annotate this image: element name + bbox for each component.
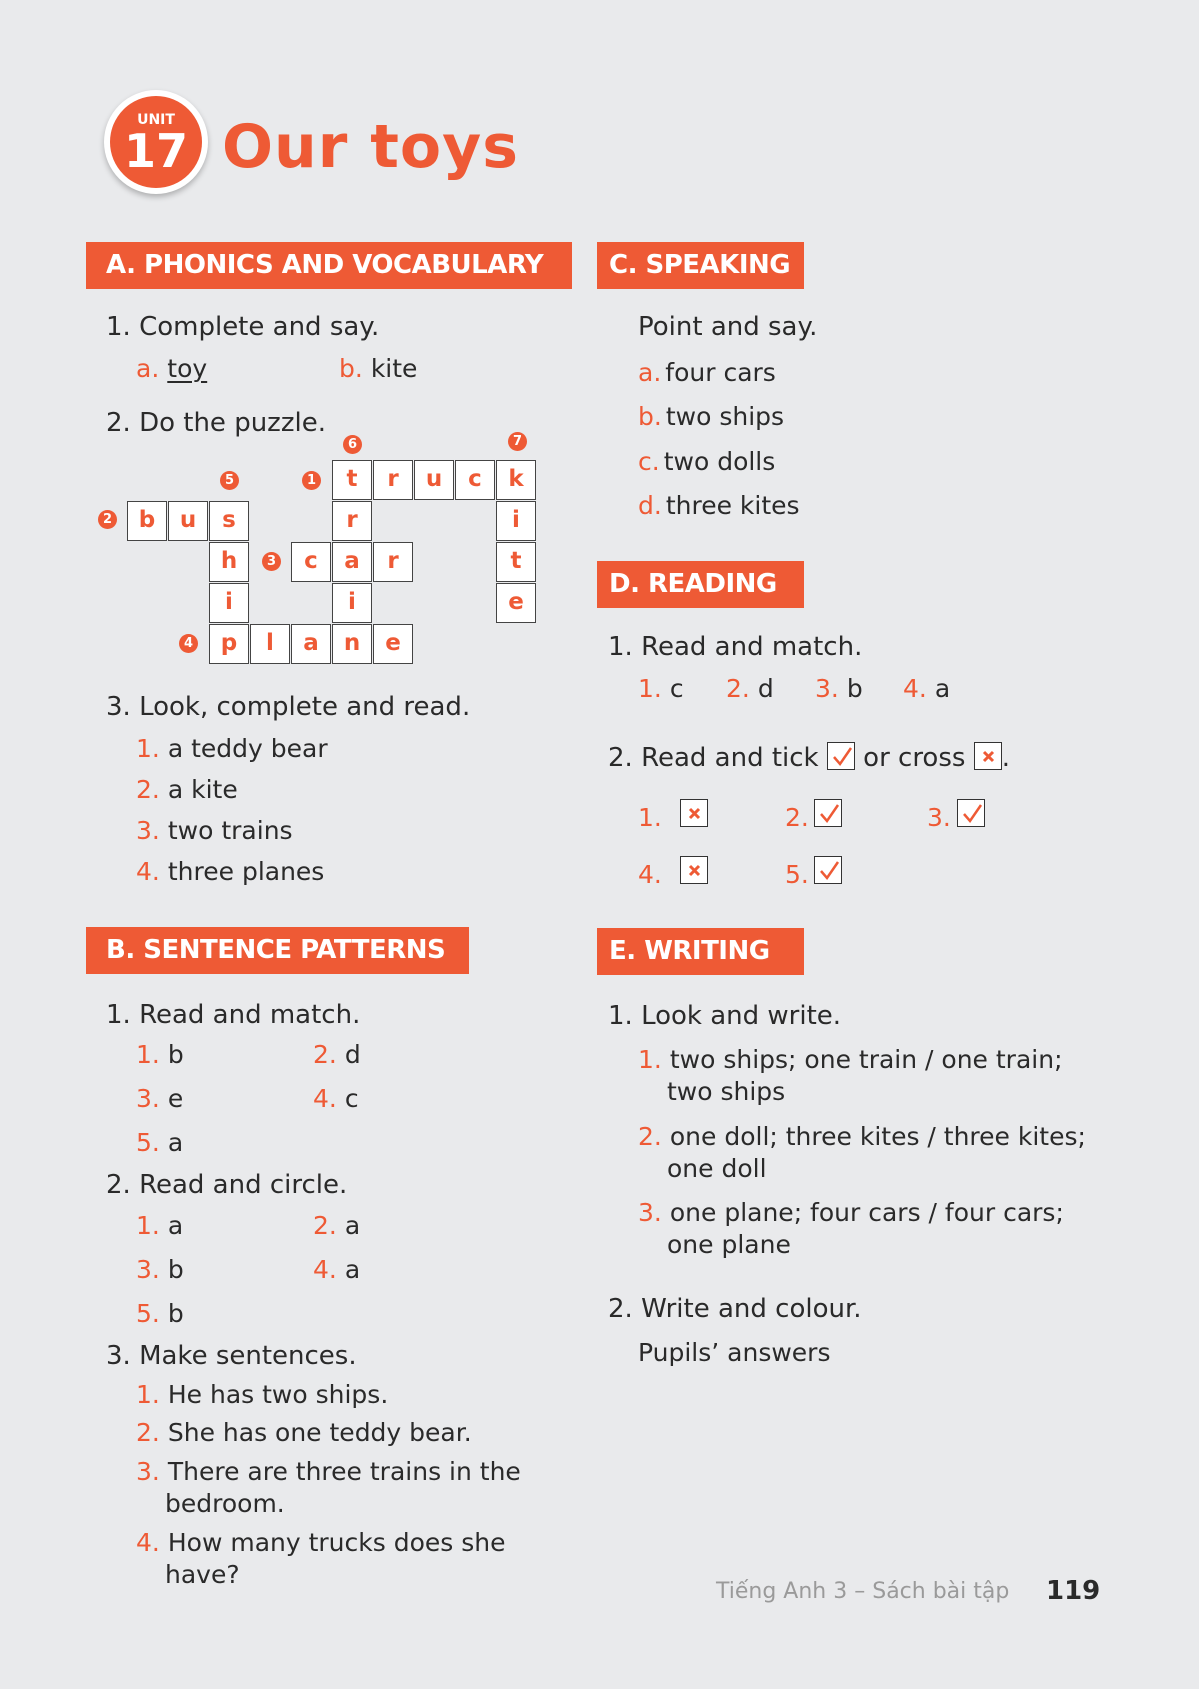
- list-item: [638, 1122, 1086, 1151]
- crossword-cell: t: [496, 542, 536, 582]
- item-text: b: [167, 1040, 184, 1069]
- a-q1-b-val: kite: [370, 354, 418, 383]
- section-b-header: B. SENTENCE PATTERNS: [86, 927, 469, 974]
- item-text: There are three trains in the: [167, 1457, 521, 1486]
- list-item: [136, 1128, 183, 1157]
- list-item-continuation: one plane: [667, 1230, 791, 1259]
- item-number: 1.: [638, 674, 662, 703]
- d-q2-title-c: .: [1001, 743, 1010, 773]
- item-number: 1.: [136, 734, 160, 763]
- list-item-continuation: one doll: [667, 1154, 767, 1183]
- crossword-cell: t: [332, 460, 372, 500]
- item-number: 2.: [136, 775, 160, 804]
- crossword-cell: a: [332, 542, 372, 582]
- item-text: b: [846, 674, 863, 703]
- item-number: 3.: [136, 1084, 160, 1113]
- a-q1-a-num: a.: [136, 354, 160, 383]
- clue-number: 5: [220, 471, 239, 490]
- section-c-header: C. SPEAKING: [597, 242, 804, 289]
- a-q3-title: 3. Look, complete and read.: [106, 692, 471, 722]
- list-item: [136, 1457, 521, 1486]
- tick-item: [927, 803, 959, 832]
- item-text: two ships; one train / one train;: [669, 1045, 1063, 1074]
- section-a-header: A. PHONICS AND VOCABULARY: [86, 242, 572, 289]
- crossword-cell: i: [209, 583, 249, 623]
- tick-box-icon: [827, 742, 855, 770]
- item-number: 3.: [815, 674, 839, 703]
- item-text: one plane; four cars / four cars;: [669, 1198, 1064, 1227]
- item-text: a: [167, 1128, 184, 1157]
- item-number: 1.: [638, 1045, 662, 1074]
- clue-number: 3: [262, 552, 281, 571]
- item-number: 2.: [638, 1122, 662, 1151]
- item-number: c.: [638, 447, 660, 476]
- crossword-cell: l: [250, 624, 290, 664]
- item-number: 5.: [785, 860, 809, 889]
- list-item: [313, 1040, 361, 1069]
- cross-box-icon: [974, 742, 1002, 770]
- list-item: [903, 674, 950, 703]
- item-number: 1.: [638, 803, 662, 832]
- item-text: b: [167, 1299, 184, 1328]
- crossword-cell: p: [209, 624, 249, 664]
- tick-item: [638, 803, 670, 832]
- crossword-cell: r: [373, 542, 413, 582]
- list-item: [726, 674, 774, 703]
- list-item-continuation: have?: [165, 1560, 240, 1589]
- e-q2-title: 2. Write and colour.: [608, 1294, 862, 1324]
- list-item: [638, 447, 775, 476]
- item-text: a: [344, 1255, 361, 1284]
- list-item: [638, 674, 684, 703]
- item-text: How many trucks does she: [167, 1528, 506, 1557]
- list-item: [136, 1380, 388, 1409]
- item-text: a teddy bear: [167, 734, 328, 763]
- e-q1-title: 1. Look and write.: [608, 1001, 842, 1031]
- e-q2-answer: Pupils’ answers: [638, 1338, 831, 1367]
- crossword-cell: r: [332, 501, 372, 541]
- item-text: two trains: [167, 816, 293, 845]
- list-item: [638, 402, 784, 431]
- item-number: 3.: [136, 816, 160, 845]
- item-number: 5.: [136, 1128, 160, 1157]
- d-q1-title: 1. Read and match.: [608, 632, 863, 662]
- list-item-continuation: bedroom.: [165, 1489, 285, 1518]
- d-q2-title-a: 2. Read and tick: [608, 743, 819, 773]
- list-item: [136, 1211, 183, 1240]
- item-text: He has two ships.: [167, 1380, 389, 1409]
- crossword-cell: u: [168, 501, 208, 541]
- list-item: [136, 857, 324, 886]
- a-q1-answer-a: [136, 354, 207, 383]
- item-text: three kites: [665, 491, 800, 520]
- list-item: [815, 674, 863, 703]
- item-number: 4.: [638, 860, 662, 889]
- item-text: a: [344, 1211, 361, 1240]
- d-q2-title: [608, 743, 1010, 773]
- item-number: 2.: [785, 803, 809, 832]
- crossword-cell: r: [373, 460, 413, 500]
- clue-number: 7: [508, 432, 527, 451]
- crossword-cell: s: [209, 501, 249, 541]
- crossword-cell: i: [332, 583, 372, 623]
- crossword-cell: c: [455, 460, 495, 500]
- a-q1-a-val: toy: [167, 354, 208, 383]
- crossword-cell: k: [496, 460, 536, 500]
- item-text: c: [344, 1084, 359, 1113]
- item-number: 1.: [136, 1211, 160, 1240]
- item-text: three planes: [167, 857, 325, 886]
- list-item: [638, 1198, 1064, 1227]
- list-item: [136, 1528, 506, 1557]
- tick-icon: [957, 799, 985, 827]
- page-title: Our toys: [222, 112, 519, 182]
- cross-icon: [680, 856, 708, 884]
- item-number: 3.: [927, 803, 951, 832]
- list-item: [136, 1084, 183, 1113]
- item-number: 4.: [313, 1084, 337, 1113]
- list-item: [136, 1299, 184, 1328]
- list-item: [638, 1045, 1063, 1074]
- item-text: one doll; three kites / three kites;: [669, 1122, 1086, 1151]
- item-text: a: [167, 1211, 184, 1240]
- list-item: [136, 734, 328, 763]
- list-item: [136, 1418, 472, 1447]
- item-number: d.: [638, 491, 662, 520]
- crossword-cell: c: [291, 542, 331, 582]
- item-text: c: [669, 674, 684, 703]
- crossword-cell: a: [291, 624, 331, 664]
- list-item: [136, 816, 293, 845]
- item-number: 1.: [136, 1040, 160, 1069]
- a-q1-answer-b: [339, 354, 417, 383]
- page-number: 119: [1046, 1576, 1101, 1606]
- list-item: [638, 491, 800, 520]
- footer-book-title: Tiếng Anh 3 – Sách bài tập: [716, 1579, 1010, 1604]
- crossword-cell: i: [496, 501, 536, 541]
- item-text: d: [757, 674, 774, 703]
- item-number: 2.: [313, 1040, 337, 1069]
- list-item-continuation: two ships: [667, 1077, 786, 1106]
- list-item: [638, 358, 776, 387]
- item-number: 2.: [136, 1418, 160, 1447]
- item-number: 4.: [903, 674, 927, 703]
- item-number: 1.: [136, 1380, 160, 1409]
- item-text: b: [167, 1255, 184, 1284]
- item-number: 2.: [726, 674, 750, 703]
- item-number: 4.: [136, 857, 160, 886]
- unit-badge: [104, 90, 208, 194]
- tick-item: [785, 803, 817, 832]
- crossword-cell: h: [209, 542, 249, 582]
- tick-icon: [814, 856, 842, 884]
- item-number: 3.: [136, 1255, 160, 1284]
- a-q1-title: 1. Complete and say.: [106, 312, 380, 342]
- crossword-cell: u: [414, 460, 454, 500]
- c-title: Point and say.: [638, 312, 818, 342]
- clue-number: 4: [179, 634, 198, 653]
- item-text: a: [934, 674, 951, 703]
- list-item: [136, 775, 238, 804]
- unit-label: UNIT: [137, 112, 175, 128]
- a-q2-title: 2. Do the puzzle.: [106, 408, 326, 438]
- cross-icon: [680, 799, 708, 827]
- section-d-header: D. READING: [597, 561, 804, 608]
- item-number: 3.: [638, 1198, 662, 1227]
- item-text: two ships: [665, 402, 785, 431]
- clue-number: 6: [343, 435, 362, 454]
- item-number: 4.: [313, 1255, 337, 1284]
- item-text: four cars: [665, 358, 776, 387]
- item-text: d: [344, 1040, 361, 1069]
- item-number: b.: [638, 402, 662, 431]
- item-text: a kite: [167, 775, 238, 804]
- list-item: [313, 1084, 359, 1113]
- item-number: 3.: [136, 1457, 160, 1486]
- crossword-cell: b: [127, 501, 167, 541]
- item-text: two dolls: [663, 447, 776, 476]
- unit-number: 17: [123, 124, 188, 178]
- item-number: 5.: [136, 1299, 160, 1328]
- crossword-cell: e: [373, 624, 413, 664]
- item-number: 2.: [313, 1211, 337, 1240]
- d-q2-title-b: or cross: [863, 743, 966, 773]
- list-item: [313, 1211, 360, 1240]
- section-e-header: E. WRITING: [597, 928, 804, 975]
- tick-item: [785, 860, 817, 889]
- tick-icon: [814, 799, 842, 827]
- list-item: [136, 1255, 184, 1284]
- crossword-cell: n: [332, 624, 372, 664]
- item-text: e: [167, 1084, 184, 1113]
- a-q1-b-num: b.: [339, 354, 363, 383]
- item-number: 4.: [136, 1528, 160, 1557]
- item-text: She has one teddy bear.: [167, 1418, 472, 1447]
- crossword-cell: e: [496, 583, 536, 623]
- item-number: a.: [638, 358, 662, 387]
- b-q2-title: 2. Read and circle.: [106, 1170, 348, 1200]
- clue-number: 1: [302, 471, 321, 490]
- tick-item: [638, 860, 670, 889]
- list-item: [313, 1255, 360, 1284]
- list-item: [136, 1040, 184, 1069]
- b-q3-title: 3. Make sentences.: [106, 1341, 357, 1371]
- b-q1-title: 1. Read and match.: [106, 1000, 361, 1030]
- clue-number: 2: [98, 510, 117, 529]
